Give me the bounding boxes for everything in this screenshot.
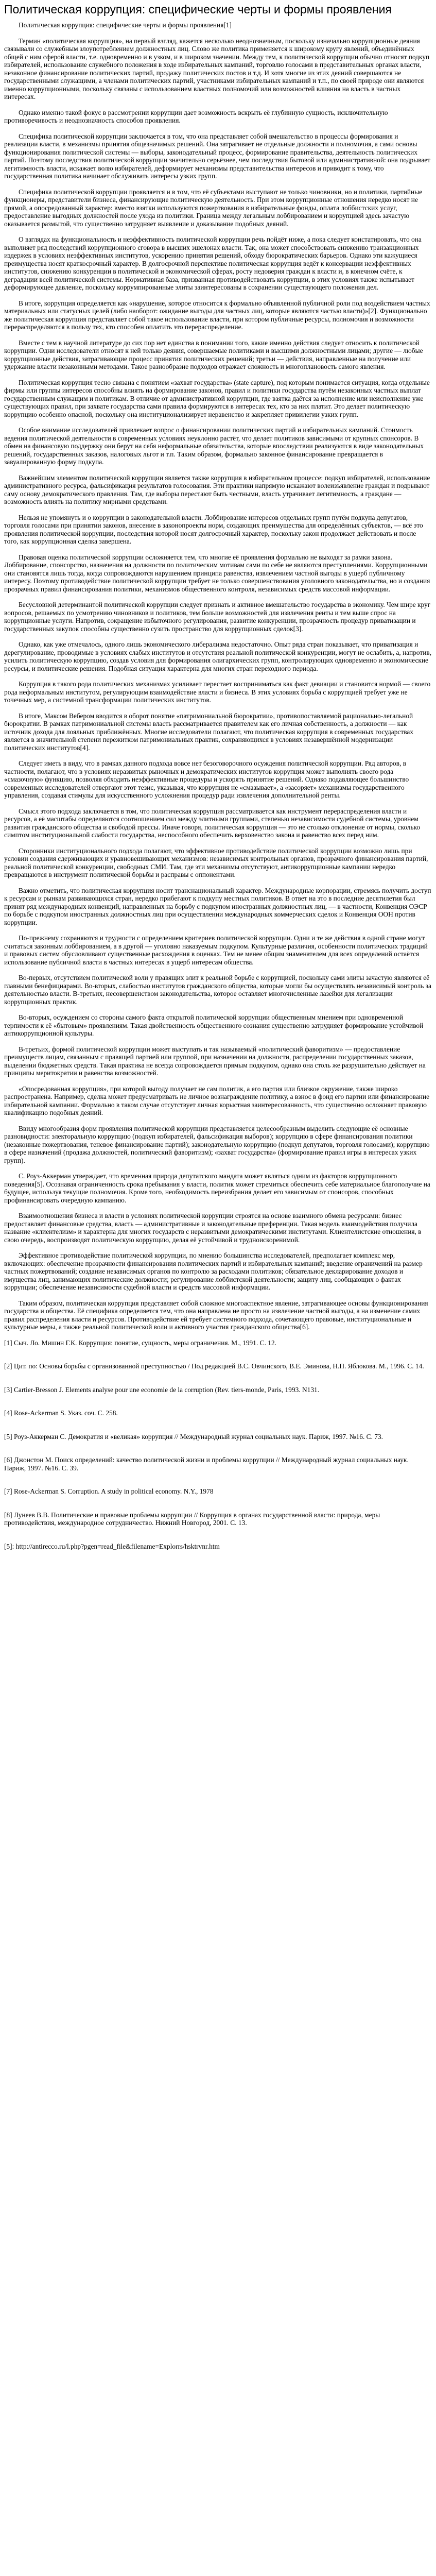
paragraph: С. Роуз-Аккерман утверждает, что временная природа депутатского мандата может являться одним из факторов коррупционного поведения[5]. Осознавая ограниченность срока пребывания у власти, политик может стремиться обеспечить себе материальное благополучие на будущее, используя текущие полномочия. Кроме того, необходимость переизбрания делает его зависимым от спонсоров, способных профинансировать очередную кампанию. [4, 1172, 430, 1204]
paragraph: Термин «политическая коррупция», на первый взгляд, кажется несколько неоднозначным, поскольку изначально коррупционные деяния связывали со служебным злоупотреблением должностных лиц. Слово же политика применяется к широкому кругу явлений, объединённых общей с ним сферой власти, т.е. одновременно и в узком, и в широком значении. Между тем, к политической коррупции обычно относят подкуп избирателей, использование служебного положения в ходе избирательных кампаний, торговлю голосами в представительных органах власти, незаконное финансирование политических партий, продажу политических постов и т.д. И хотя многие из этих деяний совершаются не государственными служащими, а членами политических партий, участниками избирательных кампаний и т.п., по своей природе они являются именно коррупционными, поскольку связаны с использованием властных полномочий или возможностей влияния на власть в частных интересах. [4, 37, 430, 100]
paragraph: Важнейшим элементом политической коррупции является также коррупция в избирательном процессе: подкуп избирателей, использование административного ресурса, фальсификация результатов голосования. Эти практики напрямую искажают волеизъявление граждан и подрывают саму основу демократического правления. Там, где выборы перестают быть честными, власть утрачивает легитимность, а граждане — возможность влиять на политику мирными средствами. [4, 473, 430, 505]
paragraph: Коррупция в такого рода политических механизмах усиливает перестает восприниматься как факт девиации и становится нормой — своего рода неформальным институтом, регулирующим взаимодействие власти и бизнеса. В этих условиях борьба с коррупцией требует уже не точечных мер, а системной трансформации политических институтов. [4, 680, 431, 704]
paragraph: Следует иметь в виду, что в рамках данного подхода вовсе нет безоговорочного осуждения политической коррупции. Ряд авторов, в частности, полагают, что в условиях неразвитых рыночных и демократических институтов коррупция может выполнять своего рода «смазочную» функцию, позволяя обходить неэффективные процедуры и ускорять принятие решений. Однако подавляющее большинство современных исследователей отвергают этот тезис, указывая, что коррупция не «смазывает», а «засоряет» механизмы государственного управления, создавая стимулы для искусственного усложнения процедур ради извлечения дополнительной ренты. [4, 759, 409, 799]
paragraph: Политическая коррупция: специфические черты и формы проявления[1] [19, 21, 232, 29]
paragraph: Сторонники институционального подхода полагают, что эффективное противодействие политической коррупции возможно лишь при условии создания сдерживающих и уравновешивающих механизмов: независимых контрольных органов, прозрачного финансирования партий, реальной политической конкуренции, свободных СМИ. Там, где эти механизмы отсутствуют, антикоррупционные кампании нередко превращаются в инструмент политической борьбы и расправы с оппонентами. [4, 846, 428, 878]
paragraph: Важно отметить, что политическая коррупция носит транснациональный характер. Международные корпорации, стремясь получить доступ к ресурсам и рынкам развивающихся стран, нередко прибегают к подкупу местных политиков. В ответ на это в последние десятилетия был принят ряд международных конвенций, направленных на борьбу с подкупом иностранных должностных лиц, — в частности, Конвенция ОЭСР по борьбе с подкупом иностранных должностных лиц при осуществлении международных коммерческих сделок и Конвенция ООН против коррупции. [4, 886, 431, 926]
paragraph: Ввиду многообразия форм проявления политической коррупции представляется целесообразным выделить следующие её основные разновидности: электоральную коррупцию (подкуп избирателей, фальсификация выборов); коррупцию в сфере финансирования политики (незаконные пожертвования, теневое финансирование партий); законодательную коррупцию (подкуп депутатов, торговля голосами); коррупцию в сфере назначений (продажа должностей, политический фаворитизм); «захват государства» (формирование правил игры в интересах узких групп). [4, 1124, 430, 1164]
footnote: [8] Лунеев В.В. Политические и правовые проблемы коррупции // Коррупция в органах государственной власти: природа, меры противодействия, международное сотрудничество. Нижний Новгород, 2001. С. 13. [4, 1511, 380, 1527]
paragraph: Нельзя не упомянуть и о коррупции в законодательной власти. Лоббирование интересов отдельных групп путём подкупа депутатов, торговля голосами при принятии законов, внесение в законопроекты норм, создающих преимущества для определённых субъектов, — всё это проявления политической коррупции, последствия которой носят долгосрочный характер, поскольку закон продолжает действовать и после того, как коррупционная сделка завершена. [4, 513, 423, 545]
footnote: [6] Джонстон М. Поиск определений: качество политической жизни и проблемы коррупции // Международный журнал социальных наук. Париж, 1997. №16. С. 39. [4, 1456, 409, 1472]
paragraph: Таким образом, политическая коррупция представляет собой сложное многоаспектное явление, затрагивающее основы функционирования государства и общества. Её специфика определяется тем, что она направлена не просто на извлечение частной выгоды, а на изменение самих правил распределения власти и ресурсов. Противодействие ей требует системного подхода, сочетающего правовые, институциональные и культурные меры, а также реальной политической воли и активного участия гражданского общества[6]. [4, 1299, 428, 1331]
paragraph: Однако, как уже отмечалось, одного лишь экономического либерализма недостаточно. Опыт ряда стран показывает, что приватизация и дерегулирование, проводимые в условиях слабых институтов и отсутствия реальной политической конкуренции, могут не ослабить, а, напротив, усилить политическую коррупцию, создав условия для формирования олигархических групп, контролирующих одновременно и экономические ресурсы, и политические решения. Подобная ситуация характерна для многих стран переходного периода. [4, 640, 432, 672]
paragraph: Бесусловной детерминантой политической коррупции следует признать и активное вмешательство государства в экономику. Чем шире круг вопросов, решаемых по усмотрению чиновников и политиков, тем больше возможностей для извлечения ренты и тем выше спрос на коррупционные услуги. Напротив, сокращение избыточного регулирования, развитие конкуренции, прозрачность процедур приватизации и государственных закупок способны существенно сузить пространство для коррупционных сделок[3]. [4, 601, 431, 633]
footnote: [7] Rose-Ackerman S. Corruption. A study in political economy. N.Y., 1978 [4, 1487, 214, 1495]
paragraph: По-прежнему сохраняются и трудности с определением критериев политической коррупции. Одни и те же действия в одной стране могут считаться законным лоббированием, а в другой — уголовно наказуемым подкупом. Культурные различия, особенности политических традиций и правовых систем обусловливают существенные расхождения в оценках. Тем не менее общим знаменателем для всех определений остаётся использование публичной власти в частных интересах в ущерб интересам общества. [4, 934, 428, 966]
paragraph: Вместе с тем в научной литературе до сих пор нет единства в понимании того, какие именно действия следует относить к политической коррупции. Одни исследователи относят к ней только деяния, совершаемые политиками и высшими должностными лицами; другие — любые коррупционные действия, затрагивающие процесс принятия политических решений; третьи — действия, направленные на получение или удержание власти незаконными методами. Такое разнообразие подходов отражает сложность и многоплановость самого явления. [4, 338, 423, 370]
paragraph: Во-вторых, осуждением со стороны самого факта открытой политической коррупции общественным мнением при одновременной терпимости к её «бытовым» проявлениям. Такая двойственность общественного сознания существенно затрудняет формирование устойчивой антикоррупционной культуры. [4, 1013, 424, 1037]
source-url-link[interactable]: [5]: http://antirecco.ru/l.php?pgen=read_file&filename=Explorrs/hsktrvnr.htm [4, 1542, 220, 1550]
paragraph: Правовая оценка политической коррупции осложняется тем, что многие её проявления формально не выходят за рамки закона. Лоббирование, спонсорство, назначения на должности по политическим мотивам сами по себе не являются преступлениями. Коррупционными они становятся лишь тогда, когда сопровождаются нарушением принципа равенства, извлечением частной выгоды в ущерб публичному интересу. Поэтому противодействие политической коррупции требует не только совершенствования уголовного законодательства, но и создания прозрачных правил финансирования политики, механизмов общественного контроля, независимых средств массовой информации. [4, 553, 430, 593]
footnotes [4, 1339, 432, 1527]
paragraph: В-третьих, формой политической коррупции может выступать и так называемый «политический фаворитизм» — предоставление преимуществ лицам, связанным с правящей партией или группой, при назначении на должности, распределении государственных заказов, выделении бюджетных средств. Такая практика не всегда сопровождается прямым подкупом, однако она столь же разрушительно действует на принципы меритократии и равенства возможностей. [4, 1045, 426, 1077]
paragraph: Специфика политической коррупции проявляется и в том, что её субъектами выступают не только чиновники, но и политики, партийные функционеры, представители бизнеса, финансирующие политическую деятельность. При этом коррупционные отношения нередко носят не прямой, а опосредованный характер: вместо взятки используются пожертвования в избирательные фонды, оплата лоббистских услуг, предоставление выгодных должностей после ухода из политики. Граница между легальным лоббированием и коррупцией здесь зачастую оказывается размытой, что существенно затрудняет выявление и доказывание подобных деяний. [4, 188, 423, 228]
footnote: [2] Цит. по: Основы борьбы с организованной преступностью / Под редакцией В.С. Овчинского, В.Е. Эминова, Н.П. Яблокова. М., 1996. С. 14. [4, 1362, 424, 1370]
paragraph: В итоге, Максом Вебером вводится в оборот понятие «патримониальной бюрократии», противопоставляемой рационально-легальной бюрократии. В рамках патримониальной системы власть рассматривается правителем как его личная собственность, а должности — как источник дохода для лояльных приближённых. Многие исследователи полагают, что политическая коррупция в современных государствах является в значительной степени пережитком патримониальных практик, сохраняющихся в условиях незавершённой модернизации политических институтов[4]. [4, 711, 413, 752]
paragraph: «Опосредованная коррупция», при которой выгоду получает не сам политик, а его партия или близкое окружение, также широко распространена. Например, сделка может предусматривать не личное вознаграждение политику, а взнос в фонд его партии или финансирование избирательной кампании. Формально в таком случае отсутствует личная корыстная заинтересованность, что существенно осложняет правовую квалификацию подобных деяний. [4, 1084, 430, 1116]
source-url [4, 1543, 432, 1551]
footnote: [1] Сыч. Ло. Мишин Г.К. Коррупция: понятие, сущность, меры ограничения. М., 1991. С. 12. [4, 1338, 276, 1347]
footnote: [3] Cartier-Bresson J. Elements analyse pour une economie de la corruption (Rev. tiers-monde, Paris, 1993. N131. [4, 1385, 320, 1394]
article-body [4, 21, 432, 1331]
paragraph: Специфика политической коррупции заключается в том, что она представляет собой вмешательство в процессы формирования и реализации власти, в механизмы принятия общезначимых решений. Она затрагивает не отдельные должности и полномочия, а сами основы функционирования политической системы — выборы, законодательный процесс, формирование правительства, деятельность политических партий. Поэтому последствия политической коррупции значительно серьёзнее, чем последствия бытовой или административной: она подрывает легитимность власти, искажает волю избирателей, деформирует механизмы представительства интересов и приводит к тому, что государственная политика начинает обслуживать интересы узких групп. [4, 132, 431, 180]
paragraph: Однако именно такой фокус в рассмотрении коррупции дает возможность вскрыть её глубинную сущность, исключительную противоречивость и неоднозначность способов проявления. [4, 108, 388, 124]
paragraph: Смысл этого подхода заключается в том, что политическая коррупция рассматривается как инструмент перераспределения власти и ресурсов, а её масштабы определяются соотношением сил между элитными группами, степенью независимости судебной системы, уровнем развития гражданского общества и свободой прессы. Иначе говоря, политическая коррупция — это не столько отклонение от нормы, сколько симптом институциональной слабости государства, неспособного обеспечить верховенство закона и равенство всех перед ним. [4, 807, 421, 839]
paragraph: Взаимоотношения бизнеса и власти в условиях политической коррупции строятся на основе взаимного обмена ресурсами: бизнес предоставляет финансовые средства, власть — административные и законодательные преференции. Такая модель взаимодействия получила название «клиентелизм» и характерна для многих государств с неразвитыми демократическими институтами. Клиентелистские отношения, в свою очередь, воспроизводят политическую коррупцию, делая её устойчивой и трудноискоренимой. [4, 1212, 422, 1244]
page-title: Политическая коррупция: специфические черты и формы проявления [4, 3, 392, 16]
paragraph: Во-первых, отсутствием политической воли у правящих элит к реальной борьбе с коррупцией, поскольку сами элиты зачастую являются её главными бенефициарами. Во-вторых, слабостью институтов гражданского общества, которые могли бы осуществлять независимый контроль за деятельностью власти. В-третьих, несовершенством законодательства, которое оставляет многочисленные лазейки для легализации коррупционных практик. [4, 974, 431, 1006]
paragraph: В итоге, коррупция определяется как «нарушение, которое относится к формально объявленной публичной роли под воздействием частных материальных или статусных целей (либо наоборот: ожидание выгоды для частных лиц, которые являются частью власти)»[2]. Функционально же политическая коррупция представляет собой такое использование власти, при котором публичные ресурсы, полномочия и возможности перераспределяются в пользу тех, кто способен оплатить это перераспределение. [4, 299, 430, 331]
paragraph: О взглядах на функциональность и неэффективность политической коррупции речь пойдёт ниже, а пока следует констатировать, что она выполняет ряд последствий коррупционного сговора в высших эшелонах власти. Так, она может способствовать снижению транзакционных издержек в условиях неэффективных институтов, ускорению принятия решений, обходу бюрократических барьеров. Однако эти кажущиеся преимущества носят краткосрочный характер. В долгосрочной перспективе политическая коррупция ведёт к консервации неэффективных институтов, снижению конкуренции в политической и экономической сферах, росту недоверия граждан к власти и, в конечном счёте, к деградации всей политической системы. Нормативная база, призванная противодействовать коррупции, в этих условиях также испытывает деформирующее давление, поскольку коррумпированные элиты заинтересованы в сохранении существующего положения дел. [4, 235, 422, 291]
footnote: [5] Роуз-Аккерман С. Демократия и «великая» коррупция // Международный журнал социальных наук. Париж, 1997. №16. С. 73. [4, 1432, 383, 1440]
paragraph: Эффективное противодействие политической коррупции, по мнению большинства исследователей, предполагает комплекс мер, включающих: обеспечение прозрачности финансирования политических партий и избирательных кампаний; введение ограничений на размер частных пожертвований; создание независимых органов по контролю за расходами политиков; обязательное декларирование доходов и имущества лиц, занимающих политические должности; регулирование лоббистской деятельности; защиту лиц, сообщающих о фактах коррупции; обеспечение независимости судебной власти и средств массовой информации. [4, 1251, 423, 1291]
footnote: [4] Rose-Ackerman S. Указ. соч. С. 258. [4, 1409, 118, 1417]
paragraph: Особое внимание исследователей привлекает вопрос о финансировании политических партий и избирательных кампаний. Стоимость ведения политической деятельности в современных условиях неуклонно растёт, что делает политиков зависимыми от крупных спонсоров. В обмен на финансовую поддержку они берут на себя неформальные обязательства, которые впоследствии реализуются в виде законодательных решений, государственных заказов, налоговых льгот и т.п. Таким образом, формально законное финансирование превращается в завуалированную форму подкупа. [4, 426, 424, 466]
paragraph: Политическая коррупция тесно связана с понятием «захват государства» (state capture), под которым понимается ситуация, когда отдельные фирмы или группы интересов способны влиять на формирование законов, правил и политики государства путём незаконных частных выплат государственным служащим и политикам. В отличие от административной коррупции, где взятка даётся за исполнение или неисполнение уже существующих правил, при захвате государства сами правила формируются в интересах тех, кто за них платит. Это делает политическую коррупцию особенно опасной, поскольку она институционализирует неравенство и закрепляет привилегии узких групп. [4, 378, 430, 418]
